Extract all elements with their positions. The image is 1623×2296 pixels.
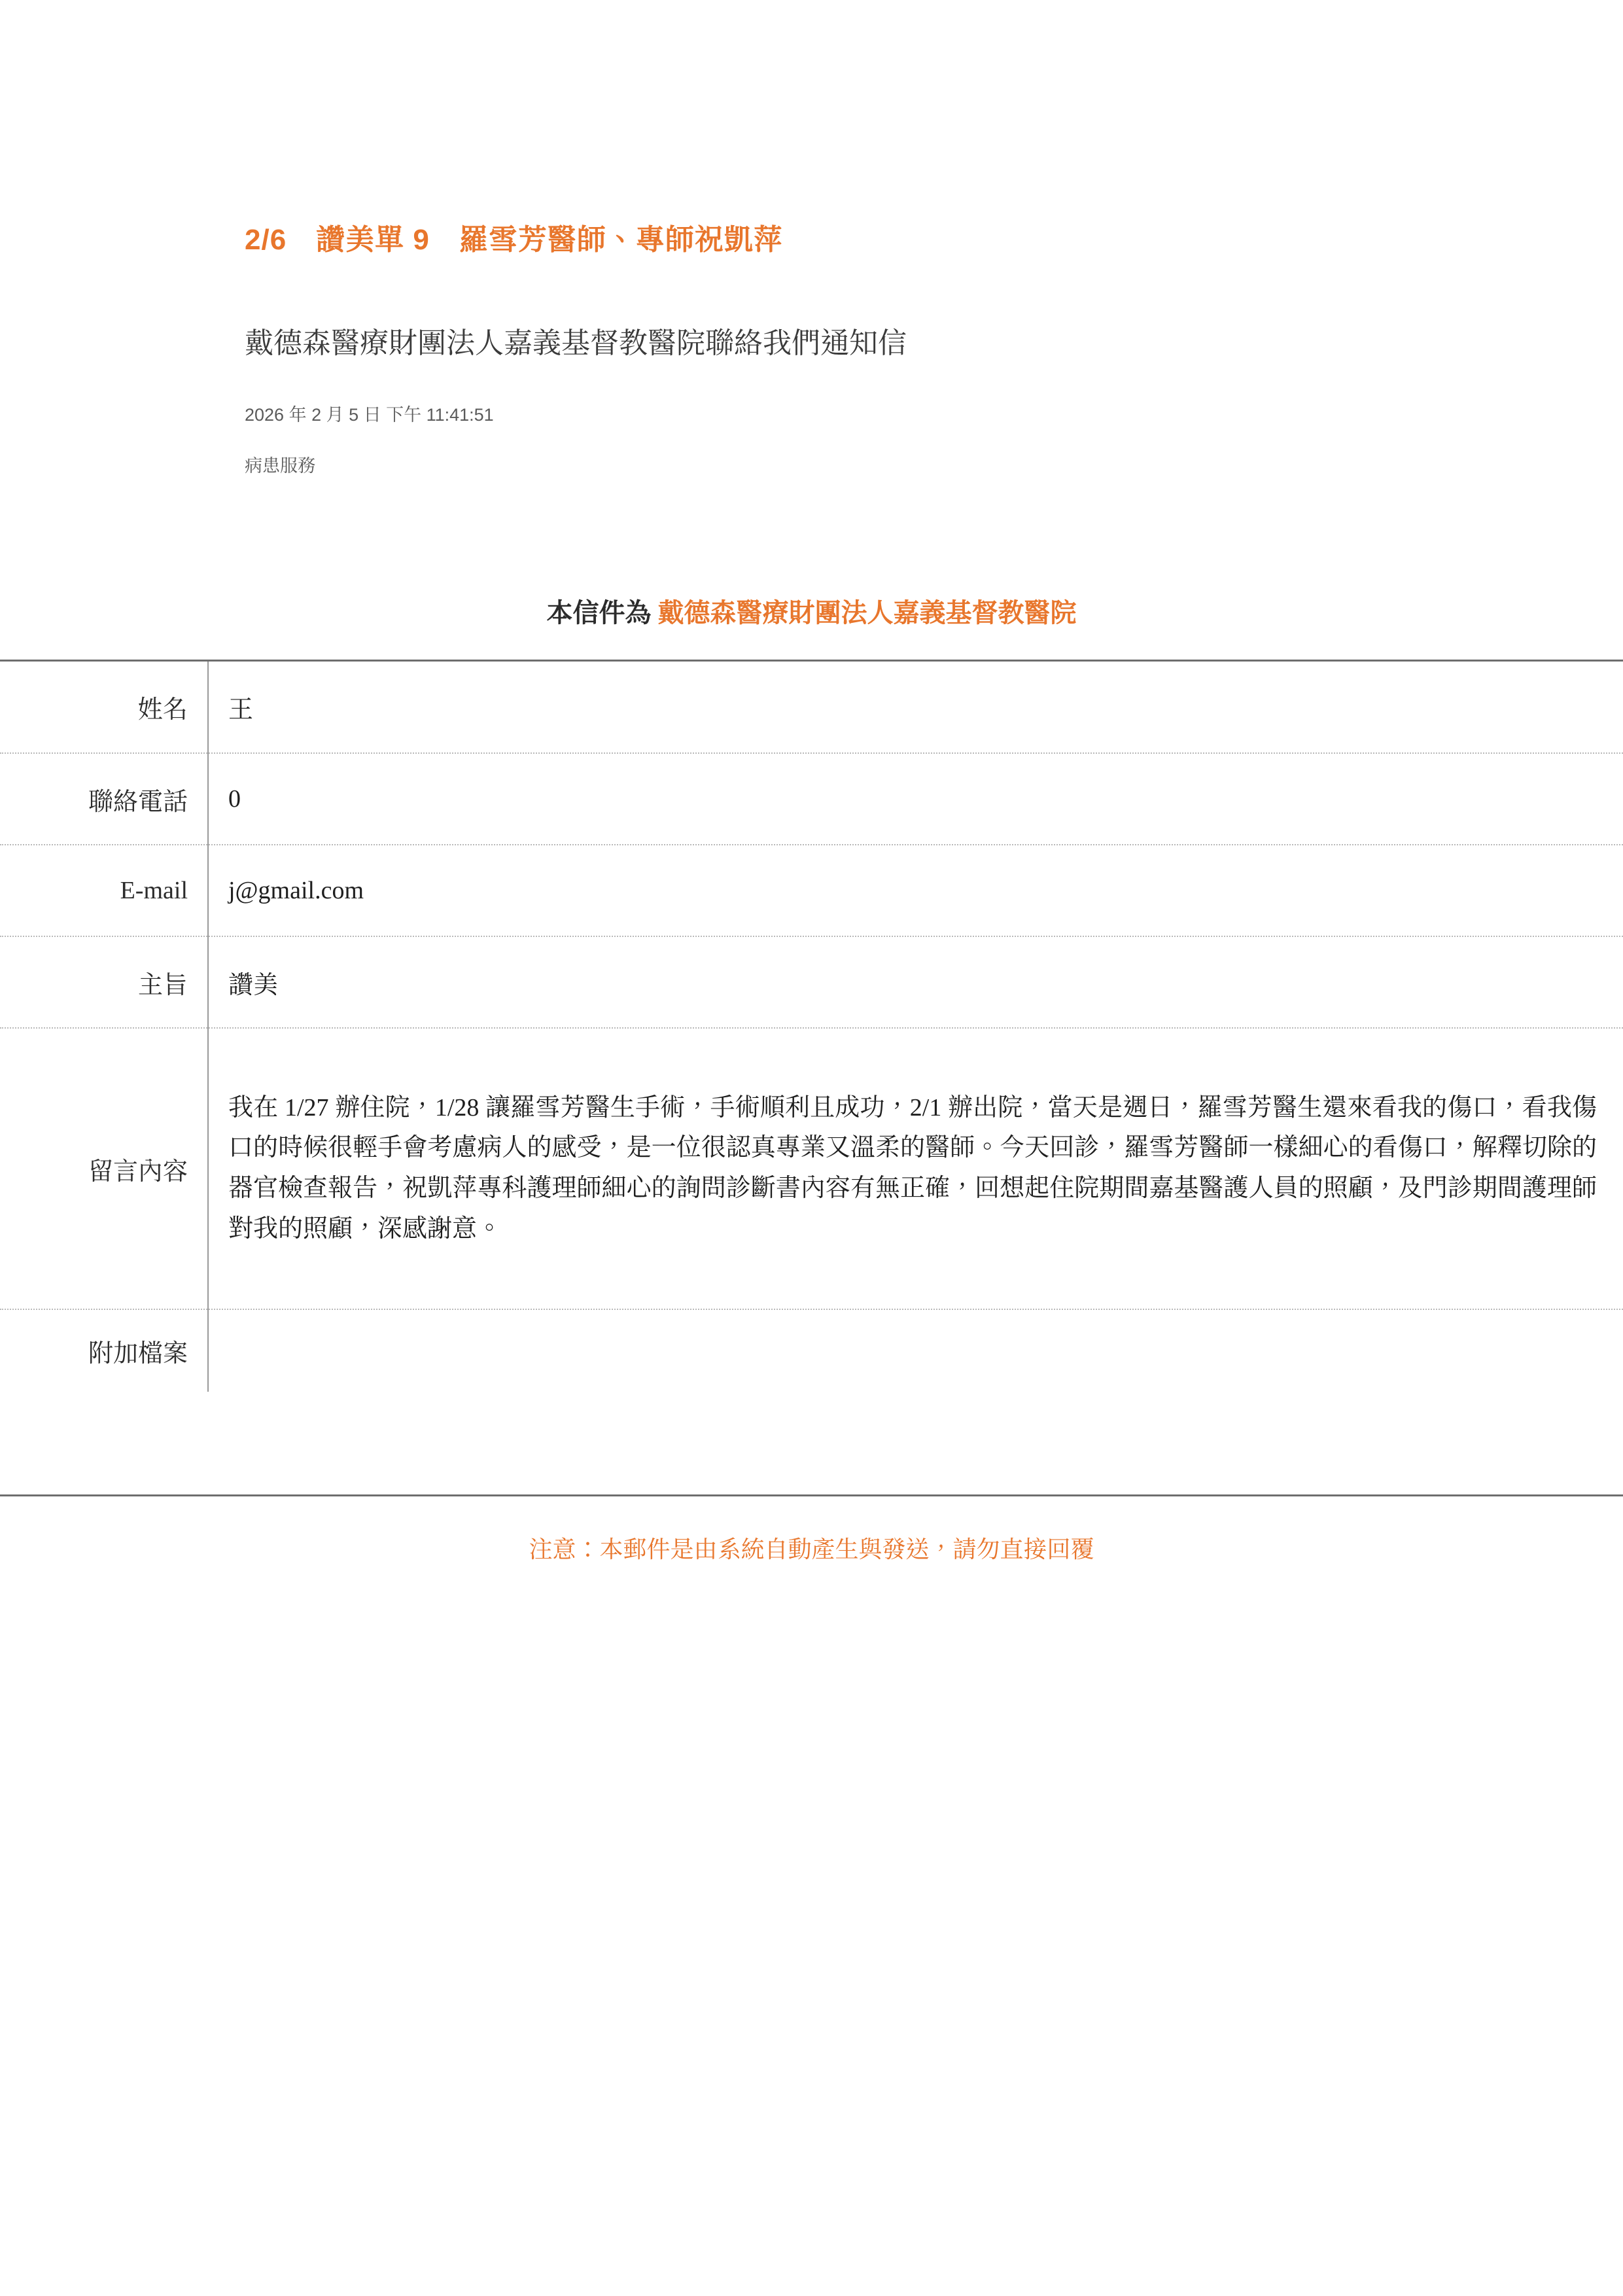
field-label-phone: 聯絡電話 [0, 753, 208, 845]
category-label: 病患服務 [245, 456, 315, 476]
page-title: 2/6 讚美單 9 羅雪芳醫師、專師祝凱萍 [245, 224, 783, 256]
field-label-name: 姓名 [0, 662, 208, 753]
auto-reply-notice: 注意：本郵件是由系統自動產生與發送，請勿直接回覆 [529, 1536, 1094, 1563]
field-label-attachment: 附加檔案 [0, 1309, 208, 1392]
field-value-name: 王 [208, 662, 1623, 753]
table-row [0, 936, 1623, 1028]
table-row [0, 1309, 1623, 1392]
field-label-message: 留言內容 [0, 1028, 208, 1309]
submission-details-table [0, 662, 1623, 1392]
timestamp: 2026 年 2 月 5 日 下午 11:41:51 [245, 405, 494, 425]
field-label-email: E-mail [0, 845, 208, 936]
notification-subtitle: 戴德森醫療財團法人嘉義基督教醫院聯絡我們通知信 [245, 327, 907, 359]
table-row [0, 845, 1623, 936]
banner-organization-name: 戴德森醫療財團法人嘉義基督教醫院 [657, 599, 1077, 627]
banner-lead-text: 本信件為 [546, 599, 652, 627]
field-label-subject: 主旨 [0, 936, 208, 1028]
table-row [0, 1028, 1623, 1309]
field-value-subject: 讚美 [208, 936, 1623, 1028]
field-value-message [208, 1028, 1623, 1309]
field-value-email: j@gmail.com [208, 845, 1623, 936]
field-value-attachment [208, 1309, 1623, 1392]
sender-banner [0, 592, 1623, 629]
message-body-text: 我在 1/27 辦住院，1/28 讓羅雪芳醫生手術，手術順利且成功，2/1 辦出院，當天是週日，羅雪芳醫生還來看我的傷口，看我傷口的時候很輕手會考慮病人的感受，是一位很認真專業又溫柔的醫師。今天回診，羅雪芳醫師一樣細心的看傷口，解釋切除的器官檢查報告，祝凱萍專科護理師細心的詢問診斷書內容有無正確，回想起住院期間嘉基醫護人員的照顧，及門診期間護理師對我的照顧，深感謝意。 [228, 1093, 1597, 1243]
field-value-phone: 0 [208, 753, 1623, 845]
table-bottom-divider [0, 1494, 1623, 1496]
table-row [0, 662, 1623, 753]
table-row [0, 753, 1623, 845]
